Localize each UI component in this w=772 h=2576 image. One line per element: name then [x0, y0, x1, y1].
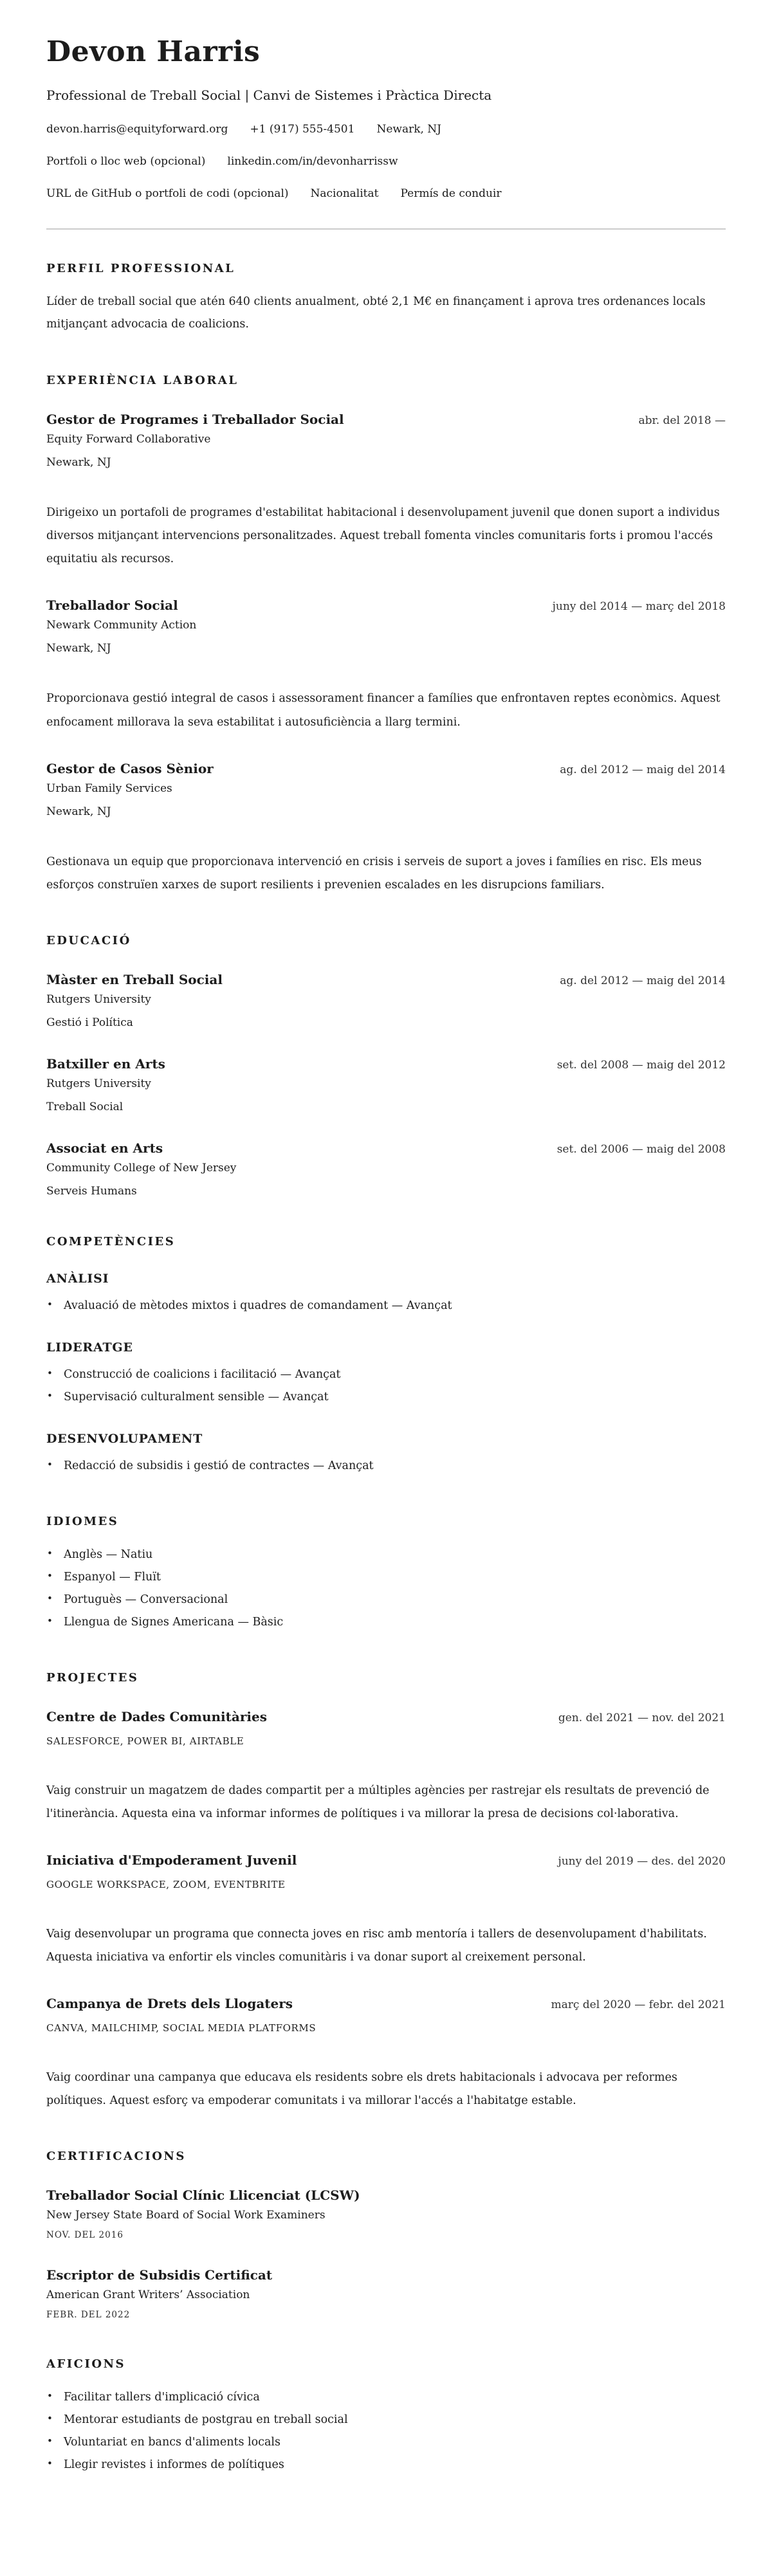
skill-group	[46, 1272, 726, 1317]
certification-issuer: New Jersey State Board of Social Work Examiners	[46, 2208, 326, 2222]
project-header	[46, 1709, 726, 1724]
project-dates: juny del 2019 — des. del 2020	[558, 1854, 726, 1868]
degree-title: Màster en Treball Social	[46, 971, 223, 987]
experience-heading: EXPERIÈNCIA LABORAL	[46, 374, 239, 388]
field-of-study: Gestió i Política	[46, 1016, 133, 1029]
skill-item: • Redacció de subsidis i gestió de contractes — Avançat	[46, 1455, 726, 1477]
job-company: Equity Forward Collaborative	[46, 433, 211, 446]
skill-group	[46, 1340, 726, 1409]
certification-entry	[46, 2267, 726, 2320]
school-name: Community College of New Jersey	[46, 1161, 237, 1174]
project-tools: SALESFORCE, POWER BI, AIRTABLE	[46, 1735, 244, 1747]
job-description: Proporcionava gestió integral de casos i assessorament financer a famílies que enfrontaven reptes econòmics. Aquest enfocament millorava la seva estabilitat i autosuficiència a llarg termini.	[46, 692, 721, 729]
project-tools: CANVA, MAILCHIMP, SOCIAL MEDIA PLATFORMS	[46, 2022, 317, 2034]
project-title: Campanya de Drets dels Llogaters	[46, 1995, 293, 2011]
hobby-item: • Facilitar tallers d'implicació cívica	[46, 2386, 726, 2409]
education-header	[46, 1140, 726, 1156]
contact-row-1	[46, 123, 726, 136]
profile-heading: PERFIL PROFESSIONAL	[46, 261, 235, 275]
project-entry	[46, 1852, 726, 1969]
project-dates: març del 2020 — febr. del 2021	[551, 1998, 726, 2011]
section-experience	[46, 374, 726, 896]
hobby-list	[46, 2386, 726, 2476]
job-title: Gestor de Programes i Treballador Social	[46, 412, 344, 428]
education-header	[46, 972, 726, 987]
education-heading: EDUCACIÓ	[46, 933, 131, 947]
job-entry	[46, 598, 726, 733]
skill-item: • Supervisació culturalment sensible — Avançat	[46, 1386, 726, 1409]
language-item: • Anglès — Natiu	[46, 1544, 726, 1566]
project-title: Iniciativa d'Empoderament Juvenil	[46, 1852, 297, 1868]
phone-text: +1 (917) 555-4501	[250, 122, 355, 136]
education-entry	[46, 1056, 726, 1113]
education-header	[46, 1056, 726, 1072]
resume-header	[46, 36, 726, 200]
field-of-study: Treball Social	[46, 1100, 124, 1113]
section-education	[46, 934, 726, 1198]
certification-title: Escriptor de Subsidis Certificat	[46, 2267, 273, 2283]
certification-date: NOV. DEL 2016	[46, 2229, 124, 2240]
driving-license-label: Permís de conduir	[400, 187, 502, 200]
skill-list	[46, 1295, 726, 1317]
job-header	[46, 761, 726, 776]
language-list	[46, 1544, 726, 1634]
location-text: Newark, NJ	[376, 122, 442, 136]
header-divider	[46, 228, 726, 230]
skill-group	[46, 1432, 726, 1477]
section-certifications	[46, 2150, 726, 2320]
language-item: • Llengua de Signes Americana — Bàsic	[46, 1611, 726, 1634]
section-hobbies	[46, 2357, 726, 2476]
job-dates: abr. del 2018 —	[638, 414, 726, 428]
certification-issuer: American Grant Writers’ Association	[46, 2288, 250, 2301]
job-header	[46, 598, 726, 613]
school-name: Rutgers University	[46, 992, 151, 1006]
contact-row-3	[46, 187, 726, 200]
section-projects	[46, 1671, 726, 2112]
certifications-heading: CERTIFICACIONS	[46, 2149, 186, 2163]
job-location: Newark, NJ	[46, 805, 111, 818]
education-entry	[46, 972, 726, 1029]
education-dates: set. del 2008 — maig del 2012	[556, 1058, 726, 1072]
education-entry	[46, 1140, 726, 1198]
degree-title: Batxiller en Arts	[46, 1055, 165, 1072]
hobby-item: • Voluntariat en bancs d'aliments locals	[46, 2431, 726, 2454]
job-company: Newark Community Action	[46, 619, 197, 632]
language-item: • Portuguès — Conversacional	[46, 1589, 726, 1611]
section-skills	[46, 1235, 726, 1477]
skill-list	[46, 1455, 726, 1477]
section-profile	[46, 262, 726, 337]
certification-title: Treballador Social Clínic Llicenciat (LCSW)	[46, 2187, 360, 2203]
job-title: Treballador Social	[46, 598, 178, 614]
job-description: Dirigeixo un portafoli de programes d'estabilitat habitacional i desenvolupament juvenil que donen suport a individus diversos mitjançant intervencions personalitzades. Aquest treball fomenta vincles comunitaris forts i promou l'accés equitatiu als recursos.	[46, 506, 720, 566]
skills-heading: COMPETÈNCIES	[46, 1234, 176, 1248]
project-dates: gen. del 2021 — nov. del 2021	[558, 1711, 726, 1724]
skill-item: • Avaluació de mètodes mixtos i quadres de comandament — Avançat	[46, 1295, 726, 1317]
portfolio-label: Portfoli o lloc web (opcional)	[46, 154, 206, 168]
candidate-name: Devon Harris	[46, 35, 261, 68]
project-entry	[46, 1996, 726, 2112]
degree-title: Associat en Arts	[46, 1140, 163, 1156]
skill-list	[46, 1364, 726, 1409]
hobbies-heading: AFICIONS	[46, 2357, 126, 2371]
contact-row-2	[46, 155, 726, 168]
job-title: Gestor de Casos Sènior	[46, 760, 214, 776]
certification-entry	[46, 2188, 726, 2240]
github-url-label: URL de GitHub o portfoli de codi (opcional)	[46, 187, 289, 200]
field-of-study: Serveis Humans	[46, 1184, 137, 1198]
language-item: • Espanyol — Fluït	[46, 1566, 726, 1589]
skill-item: • Construcció de coalicions i facilitació — Avançat	[46, 1364, 726, 1386]
hobby-item: • Mentorar estudiants de postgrau en treball social	[46, 2409, 726, 2431]
section-languages	[46, 1515, 726, 1634]
job-dates: juny del 2014 — març del 2018	[552, 600, 726, 614]
job-dates: ag. del 2012 — maig del 2014	[560, 763, 726, 776]
project-description: Vaig construir un magatzem de dades compartit per a múltiples agències per rastrejar els resultats de prevenció de l'itinerància. Aquesta eina va informar informes de polítiques i va millorar la presa de decisions col·laborativa.	[46, 1784, 710, 1820]
job-location: Newark, NJ	[46, 456, 111, 470]
email-text: devon.harris@equityforward.org	[46, 122, 228, 136]
hobby-item: • Llegir revistes i informes de polítiques	[46, 2454, 726, 2476]
nationality-label: Nacionalitat	[310, 187, 379, 200]
certification-date: FEBR. DEL 2022	[46, 2309, 131, 2320]
job-entry	[46, 761, 726, 897]
linkedin-url-text: linkedin.com/in/devonharrissw	[227, 154, 398, 168]
project-description: Vaig coordinar una campanya que educava els residents sobre els drets habitacionals i advocava per reformes polítiques. Aquest esforç va empoderar comunitats i va millorar l'accés a l'habitatge estable.	[46, 2070, 677, 2107]
profile-summary: Líder de treball social que atén 640 clients anualment, obté 2,1 M€ en finançament i aprova tres ordenances locals mitjançant advocacia de coalicions.	[46, 295, 706, 331]
school-name: Rutgers University	[46, 1077, 151, 1090]
project-description: Vaig desenvolupar un programa que connecta joves en risc amb mentoría i tallers de desenvolupament d'habilitats. Aquesta iniciativa va enfortir els vincles comunitàris i va donar suport al creixement personal.	[46, 1927, 707, 1964]
job-location: Newark, NJ	[46, 642, 111, 655]
skill-group-name: ANÀLISI	[46, 1271, 109, 1286]
job-header	[46, 412, 726, 427]
skill-group-name: LIDERATGE	[46, 1340, 133, 1355]
projects-heading: PROJECTES	[46, 1670, 139, 1685]
skill-group-name: DESENVOLUPAMENT	[46, 1431, 203, 1446]
job-description: Gestionava un equip que proporcionava intervenció en crisis i serveis de suport a joves i famílies en risc. Els meus esforços construïen xarxes de suport resilients i prevenien escalades en les disrupcions familiars.	[46, 855, 702, 891]
candidate-headline: Professional de Treball Social | Canvi de Sistemes i Pràctica Directa	[46, 87, 492, 103]
project-tools: GOOGLE WORKSPACE, ZOOM, EVENTBRITE	[46, 1878, 286, 1890]
project-title: Centre de Dades Comunitàries	[46, 1708, 267, 1724]
languages-heading: IDIOMES	[46, 1514, 119, 1528]
job-entry	[46, 412, 726, 571]
education-dates: set. del 2006 — maig del 2008	[556, 1142, 726, 1156]
education-dates: ag. del 2012 — maig del 2014	[560, 974, 726, 987]
project-header	[46, 1852, 726, 1868]
project-entry	[46, 1709, 726, 1825]
job-company: Urban Family Services	[46, 781, 172, 795]
project-header	[46, 1996, 726, 2011]
